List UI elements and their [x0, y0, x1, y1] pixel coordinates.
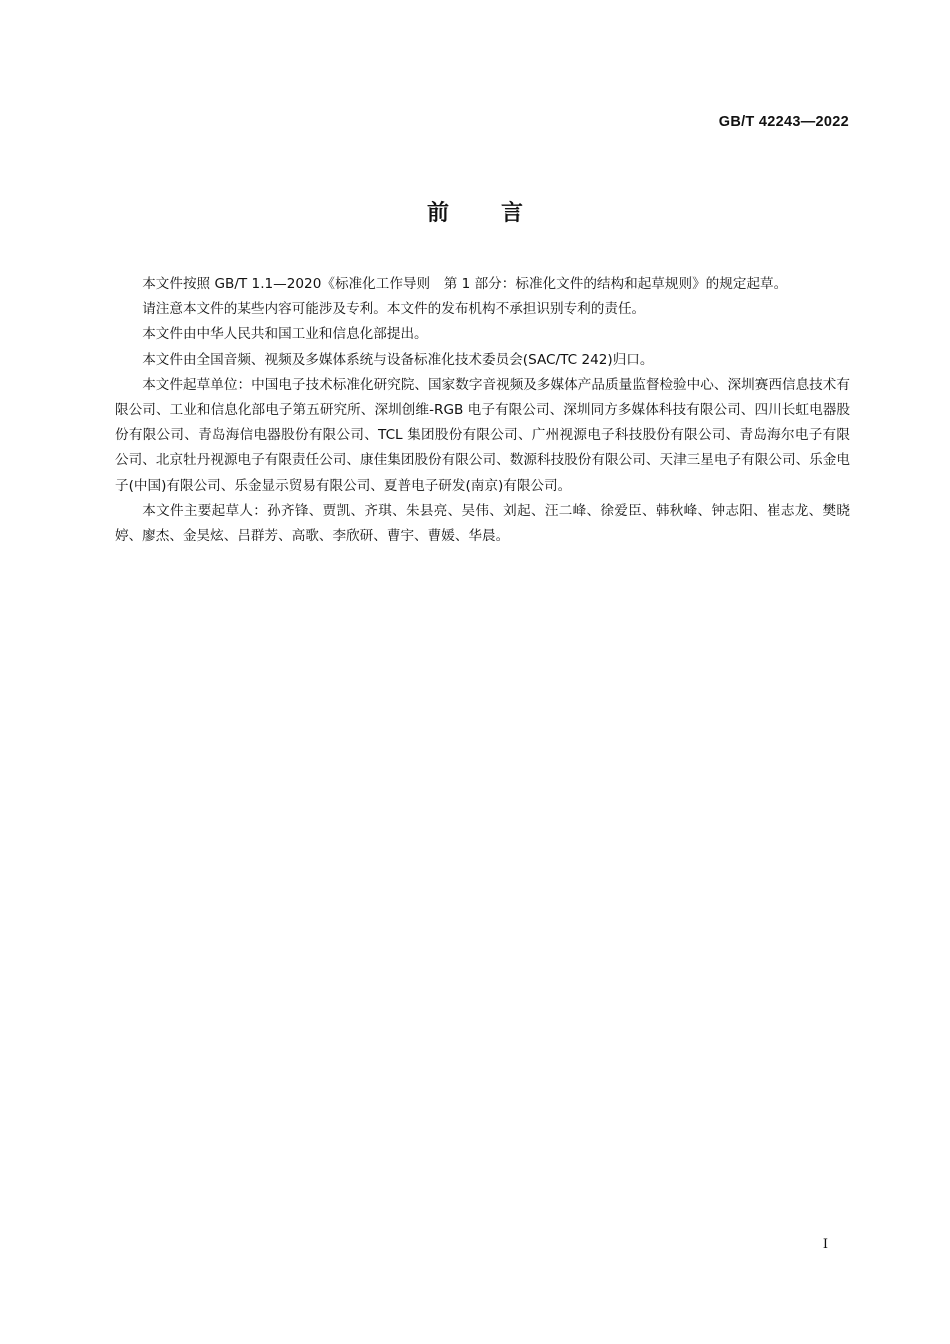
page-number: I [822, 1237, 828, 1252]
page-title: 前言 [426, 201, 575, 226]
paragraph-drafting-units: 本文件起草单位：中国电子技术标准化研究院、国家数字音视频及多媒体产品质量监督检验中心、深圳赛西信息技术有限公司、工业和信息化部电子第五研究所、深圳创维-RGB 电子有限公司、深圳同方多媒体科技有限公司、四川长虹电器股份有限公司、青岛海信电器股份有限公司、TCL 集团股份有限公司、广州视源电子科技股份有限公司、青岛海尔电子有限公司、北京牡丹视源电子有限责任公司、康佳集团股份有限公司、数源科技股份有限公司、天津三星电子有限公司、乐金电子(中国)有限公司、乐金显示贸易有限公司、夏普电子研发(南京)有限公司。 [115, 376, 850, 494]
paragraph-drafters: 本文件主要起草人：孙齐锋、贾凯、齐琪、朱县亮、吴伟、刘起、汪二峰、徐爱臣、韩秋峰、钟志阳、崔志龙、樊晓婷、廖杰、金昊炫、吕群芳、高歌、李欣研、曹宇、曹媛、华晨。 [115, 502, 850, 545]
paragraph-patent-notice: 请注意本文件的某些内容可能涉及专利。本文件的发布机构不承担识别专利的责任。 [142, 301, 646, 318]
foreword-body [115, 272, 850, 549]
paragraph-proposer: 本文件由中华人民共和国工业和信息化部提出。 [142, 326, 428, 343]
standard-code: GB/T 42243—2022 [718, 114, 849, 130]
paragraph-committee: 本文件由全国音频、视频及多媒体系统与设备标准化技术委员会(SAC/TC 242)归口。 [142, 351, 654, 368]
paragraph-drafting-rules: 本文件按照 GB/T 1.1—2020《标准化工作导则 第 1 部分：标准化文件的结构和起草规则》的规定起草。 [142, 276, 788, 292]
